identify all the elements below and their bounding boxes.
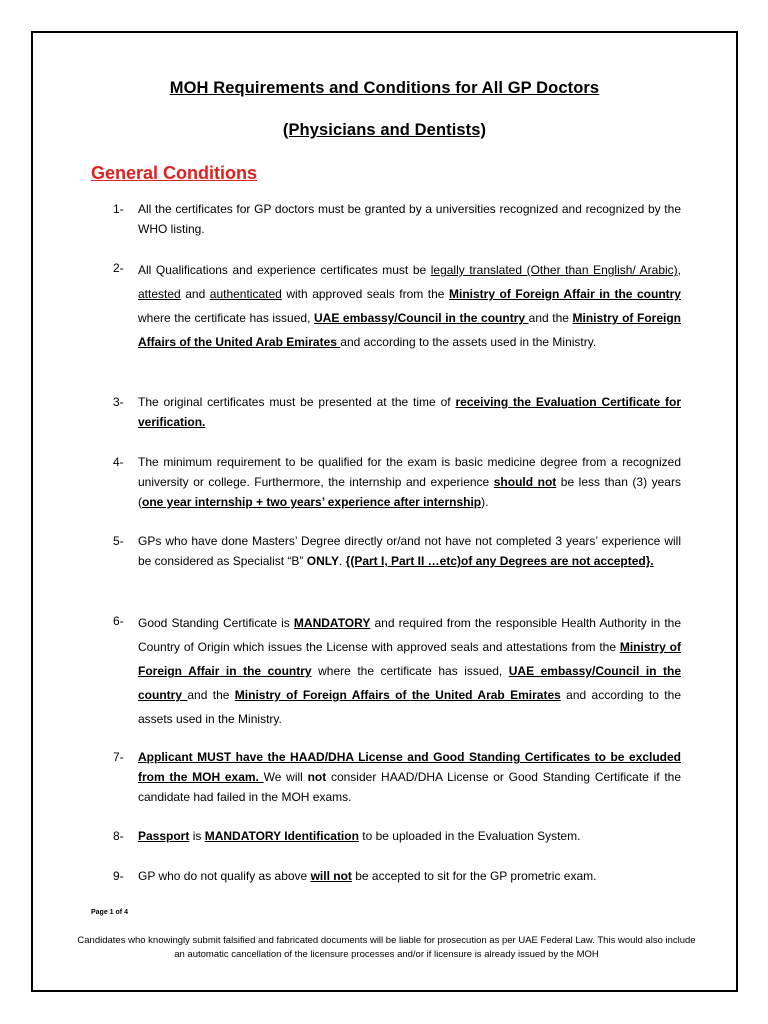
item-number: 5- (113, 534, 124, 548)
item-text (138, 531, 681, 571)
item-text-segment: should not (493, 475, 557, 489)
item-text-segment: and (180, 287, 210, 301)
item-text-segment: The minimum requirement to be qualified for the exam is basic medicine degree from a recognized university or college. Furthermore, the internship and experience (138, 455, 681, 489)
item-text-segment: {(Part I, Part II …etc)of any Degrees are not accepted}. (345, 554, 654, 568)
item-text-segment: Applicant MUST have the HAAD/DHA License and Good Standing Certificates to be excluded from the MOH exam. (138, 750, 681, 784)
item-text-segment: is (189, 829, 205, 843)
item-text-segment: receiving the Evaluation Certificate for verification. (138, 395, 681, 429)
page-number: Page 1 of 4 (91, 909, 128, 916)
item-text-segment: and required from the responsible Health Authority in the Country of Origin which issues the License with approved seals and attestations from the (138, 616, 682, 654)
item-text-segment: UAE embassy/Council in the country (314, 311, 529, 325)
item-text-segment: where the certificate has issued, (311, 664, 509, 678)
item-number: 1- (113, 202, 124, 216)
item-text-segment: , (677, 263, 682, 277)
document-subtitle: (Physicians and Dentists) (282, 121, 487, 139)
item-text-segment: and according to the assets used in the Ministry. (138, 688, 681, 726)
item-text-segment: Ministry of Foreign Affairs of the United Arab Emirates (234, 688, 561, 702)
document-title: MOH Requirements and Conditions for All GP Doctors (169, 79, 600, 97)
footer-disclaimer: Candidates who knowingly submit falsified and fabricated documents will be liable for prosecution as per UAE Federal Law. This would also include an automatic cancellation of the licensure processes and/or if licensure is already issued by the MOH (77, 935, 696, 960)
item-text (138, 452, 681, 512)
condition-item-8 (113, 826, 681, 846)
item-text-segment: ONLY (306, 554, 339, 568)
item-text-segment: and according to the assets used in the Ministry. (340, 335, 597, 349)
item-number: 7- (113, 750, 124, 764)
condition-item-4 (113, 452, 681, 512)
item-text-segment: Passport (138, 829, 190, 843)
condition-item-5 (113, 531, 681, 571)
item-text-segment: one year internship + two years’ experience after internship (142, 495, 482, 509)
item-text (138, 866, 681, 886)
item-text-segment: We will (263, 770, 308, 784)
item-text-segment: be less than (3) years ( (138, 475, 681, 509)
item-number: 3- (113, 395, 124, 409)
item-text-segment: consider HAAD/DHA License or Good Standing Certificate if the candidate had failed in the MOH exams. (138, 770, 681, 804)
item-text-segment: Ministry of Foreign Affair in the country (138, 640, 681, 678)
item-text-segment: attested (138, 287, 181, 301)
item-text-segment: Good Standing Certificate is (138, 616, 294, 630)
item-number: 8- (113, 829, 124, 843)
item-text-segment: Ministry of Foreign Affair in the country (449, 287, 681, 301)
condition-item-7 (113, 747, 681, 807)
item-text-segment: be accepted to sit for the GP prometric exam. (351, 869, 597, 883)
condition-item-1 (113, 199, 681, 239)
condition-item-3 (113, 392, 681, 432)
item-text-segment: MANDATORY Identification (204, 829, 359, 843)
item-number: 2- (113, 261, 124, 275)
item-text-segment: ). (481, 495, 489, 509)
item-text-segment: MANDATORY (293, 616, 371, 630)
item-text (138, 747, 681, 807)
page-border (31, 31, 738, 992)
item-text (138, 258, 681, 354)
condition-item-6 (113, 611, 681, 731)
item-text-segment: legally translated (Other than English/ Arabic) (430, 263, 678, 277)
item-text-segment: and the (528, 311, 573, 325)
item-text-segment: will not (310, 869, 352, 883)
item-text-segment: authenticated (209, 287, 282, 301)
item-number: 9- (113, 869, 124, 883)
item-text-segment: All the certificates for GP doctors must be granted by a universities recognized and recognized by the WHO listing. (138, 202, 681, 236)
item-number: 4- (113, 455, 124, 469)
item-text (138, 611, 681, 731)
condition-item-2 (113, 258, 681, 354)
item-text (138, 392, 681, 432)
item-number: 6- (113, 614, 124, 628)
item-text-segment: UAE embassy/Council in the country (138, 664, 681, 702)
item-text-segment: with approved seals from the (281, 287, 449, 301)
item-text-segment: GP who do not qualify as above (138, 869, 311, 883)
item-text-segment: The original certificates must be presented at the time of (138, 395, 456, 409)
item-text-segment: to be uploaded in the Evaluation System. (358, 829, 581, 843)
item-text (138, 199, 681, 239)
section-heading-general-conditions: General Conditions (91, 163, 258, 183)
item-text-segment: All Qualifications and experience certificates must be (138, 263, 431, 277)
item-text-segment: and the (187, 688, 235, 702)
condition-item-9 (113, 866, 681, 886)
item-text-segment: not (307, 770, 327, 784)
item-text-segment: GPs who have done Masters’ Degree directly or/and not have not completed 3 years’ experience will be considered as Specialist “B” (138, 534, 681, 568)
item-text-segment: where the certificate has issued, (138, 311, 315, 325)
item-text (138, 826, 681, 846)
item-text-segment: Ministry of Foreign Affairs of the United Arab Emirates (138, 311, 682, 349)
item-text-segment: . (338, 554, 346, 568)
